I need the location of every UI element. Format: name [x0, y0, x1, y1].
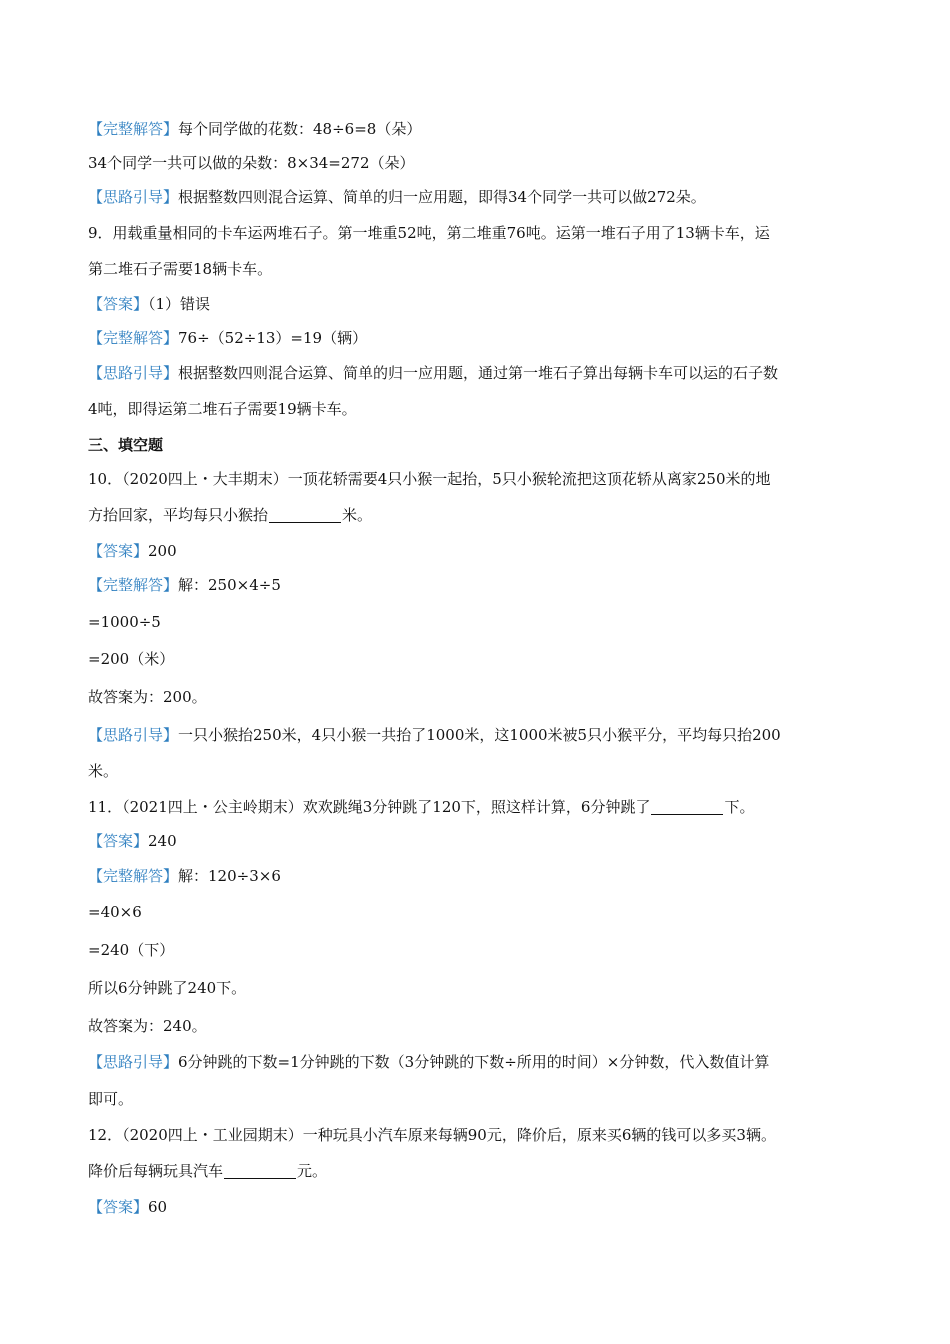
q12-answer-blank[interactable]	[224, 1162, 296, 1179]
full-solution-tag: 【完整解答】	[88, 576, 179, 594]
q8-step-line: 34个同学一共可以做的朵数：8×34=272（朵）	[88, 154, 415, 172]
q10-step2: =200（米）	[88, 650, 175, 668]
q9-guide-line1	[88, 362, 878, 384]
q11-guide-line1	[88, 1051, 878, 1073]
answer-tag: 【答案】	[88, 1198, 149, 1216]
q9-full-solution	[88, 327, 878, 349]
q12-answer	[88, 1196, 878, 1218]
q11-step2: =240（下）	[88, 941, 175, 959]
q11-guide-line2: 即可。	[88, 1090, 134, 1108]
q12-text-before-blank: 降价后每辆玩具汽车	[88, 1162, 224, 1180]
q9-question-line2: 第二堆石子需要18辆卡车。	[88, 260, 273, 278]
q10-guide-line2: 米。	[88, 762, 119, 780]
q12-answer-text: 60	[148, 1198, 168, 1216]
q11-text-after-blank: 下。	[724, 798, 755, 816]
q12-text-after-blank: 元。	[297, 1162, 328, 1180]
answer-tag: 【答案】	[88, 542, 149, 560]
q8-full-solution	[88, 118, 878, 140]
q8-guide-text: 根据整数四则混合运算、简单的归一应用题，即得34个同学一共可以做272朵。	[178, 188, 706, 206]
q10-full-solution	[88, 574, 878, 596]
guide-tag: 【思路引导】	[88, 188, 179, 206]
q9-answer-text: （1）错误	[148, 295, 211, 313]
q12-question-line1: 12．（2020四上・工业园期末）一种玩具小汽车原来每辆90元，降价后，原来买6辆的钱可以多买3辆。	[88, 1126, 776, 1144]
q11-step1: =40×6	[88, 903, 142, 921]
q11-guide-text: 6分钟跳的下数=1分钟跳的下数（3分钟跳的下数÷所用的时间）×分钟数，代入数值计算	[178, 1053, 770, 1071]
q11-text-before-blank: 11．（2021四上・公主岭期末）欢欢跳绳3分钟跳了120下，照这样计算，6分钟跳了	[88, 798, 651, 816]
q11-question-line1	[88, 796, 878, 818]
answer-tag: 【答案】	[88, 295, 149, 313]
guide-tag: 【思路引导】	[88, 1053, 179, 1071]
q9-guide-line2: 4吨，即得运第二堆石子需要19辆卡车。	[88, 400, 357, 418]
answer-tag: 【答案】	[88, 832, 149, 850]
q11-full-text: 解：120÷3×6	[178, 867, 281, 885]
q10-answer-text: 200	[148, 542, 177, 560]
q11-answer	[88, 830, 878, 852]
q11-answer-text: 240	[148, 832, 177, 850]
q11-line3: 所以6分钟跳了240下。	[88, 979, 247, 997]
q8-guide	[88, 186, 878, 208]
full-solution-tag: 【完整解答】	[88, 867, 179, 885]
q10-guide-line1	[88, 724, 878, 746]
q9-answer	[88, 293, 878, 315]
full-solution-tag: 【完整解答】	[88, 329, 179, 347]
section-heading: 三、填空题	[88, 436, 164, 454]
q11-conclusion: 故答案为：240。	[88, 1017, 207, 1035]
guide-tag: 【思路引导】	[88, 364, 179, 382]
q9-full-text: 76÷（52÷13）=19（辆）	[178, 329, 368, 347]
q9-question-line1: 9．用载重量相同的卡车运两堆石子。第一堆重52吨，第二堆重76吨。运第一堆石子用了13辆卡车，运	[88, 224, 770, 242]
q10-answer	[88, 540, 878, 562]
q10-full-text: 解：250×4÷5	[178, 576, 281, 594]
q12-question-line2	[88, 1160, 878, 1182]
q11-answer-blank[interactable]	[651, 798, 723, 815]
q11-full-solution	[88, 865, 878, 887]
q9-guide-text: 根据整数四则混合运算、简单的归一应用题，通过第一堆石子算出每辆卡车可以运的石子数	[178, 364, 779, 382]
q10-conclusion: 故答案为：200。	[88, 688, 207, 706]
q10-question-line1: 10．（2020四上・大丰期末）一顶花轿需要4只小猴一起抬，5只小猴轮流把这顶花轿从离家250米的地	[88, 470, 771, 488]
q10-answer-blank[interactable]	[269, 506, 341, 523]
guide-tag: 【思路引导】	[88, 726, 179, 744]
q10-guide-text: 一只小猴抬250米，4只小猴一共抬了1000米，这1000米被5只小猴平分，平均每只抬200	[178, 726, 781, 744]
full-solution-tag: 【完整解答】	[88, 120, 179, 138]
q10-text-before-blank: 方抬回家，平均每只小猴抬	[88, 506, 269, 524]
q10-text-after-blank: 米。	[342, 506, 373, 524]
q8-full-text: 每个同学做的花数：48÷6=8（朵）	[178, 120, 422, 138]
q10-step1: =1000÷5	[88, 613, 161, 631]
q10-question-line2	[88, 504, 878, 526]
